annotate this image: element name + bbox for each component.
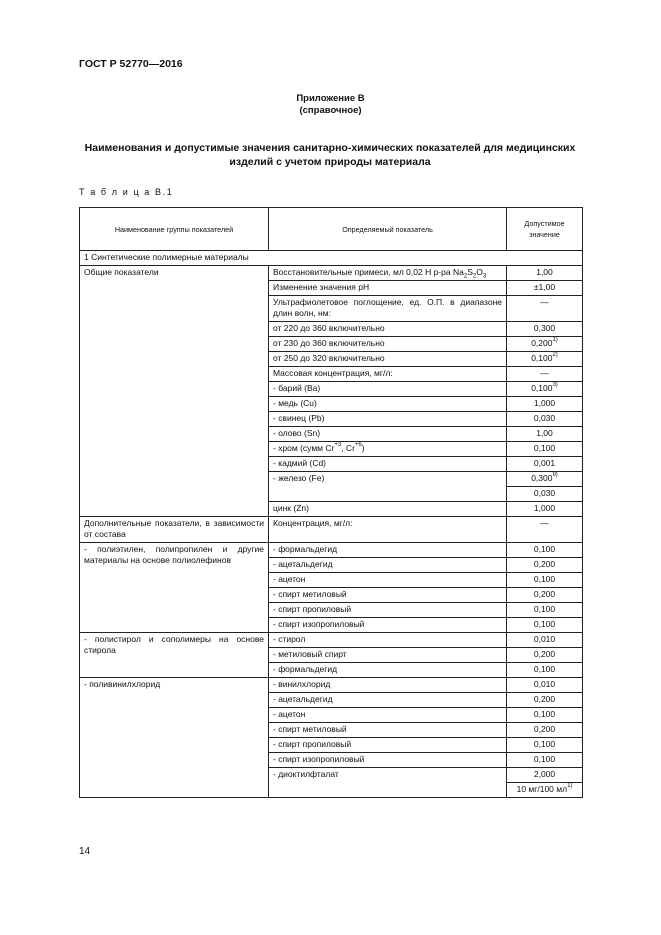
indicator-cell: - спирт пропиловый: [269, 603, 507, 618]
standard-number: ГОСТ Р 52770—2016: [79, 58, 183, 70]
indicator-cell: от 250 до 320 включительно: [269, 352, 507, 367]
indicator-cell: - ацетон: [269, 573, 507, 588]
header-indicator: Определяемый показатель: [269, 208, 507, 251]
value-cell: 0,030: [507, 487, 583, 502]
value-cell: 1,000: [507, 397, 583, 412]
indicator-cell: Восстановительные примеси, мл 0,02 Н р-ра $Na_2S_2O_3$: [269, 266, 507, 281]
value-cell: 0,200: [507, 558, 583, 573]
value-cell: 0,100: [507, 543, 583, 558]
value-cell: 0,100: [507, 618, 583, 633]
indicator-cell: - кадмий (Cd): [269, 457, 507, 472]
indicator-cell: Изменение значения pH: [269, 281, 507, 296]
value-cell: 0,100: [507, 708, 583, 723]
value-cell: 0,100$^{3)}$: [507, 382, 583, 397]
indicator-cell: Массовая концентрация, мг/л:: [269, 367, 507, 382]
indicator-cell: - спирт метиловый: [269, 588, 507, 603]
value-cell: 0,100$^{2)}$: [507, 352, 583, 367]
group-cell: - полистирол и сополимеры на основе стирола: [80, 633, 269, 678]
value-cell: 0,100: [507, 753, 583, 768]
group-cell: Общие показатели: [80, 266, 269, 517]
title-line-2: изделий с учетом природы материала: [229, 156, 431, 168]
value-cell: 0,200: [507, 648, 583, 663]
table-header-row: [80, 208, 583, 251]
value-cell: 0,100: [507, 442, 583, 457]
indicator-cell: - формальдегид: [269, 663, 507, 678]
header-group: Наименование группы показателей: [80, 208, 269, 251]
value-cell: 0,100: [507, 738, 583, 753]
value-cell: 0,300: [507, 322, 583, 337]
value-cell: 0,200$^{1)}$: [507, 337, 583, 352]
header-value: Допустимое значение: [507, 208, 583, 251]
indicator-cell: - винилхлорид: [269, 678, 507, 693]
table-row: [80, 633, 583, 648]
page-number: 14: [79, 846, 91, 857]
value-cell: 1,000: [507, 502, 583, 517]
indicator-cell: - спирт изопропиловый: [269, 618, 507, 633]
indicator-cell: - железо (Fe): [269, 472, 507, 502]
indicator-cell: - ацетальдегид: [269, 693, 507, 708]
indicator-cell: от 220 до 360 включительно: [269, 322, 507, 337]
value-cell: 0,100: [507, 603, 583, 618]
indicator-cell: - медь (Cu): [269, 397, 507, 412]
indicators-table: [79, 207, 583, 798]
indicator-cell: - ацетон: [269, 708, 507, 723]
value-cell: 0,030: [507, 412, 583, 427]
value-cell: 1,00: [507, 427, 583, 442]
indicator-cell: от 230 до 360 включительно: [269, 337, 507, 352]
value-cell: 0,200: [507, 588, 583, 603]
indicator-cell: цинк (Zn): [269, 502, 507, 517]
indicator-cell: - метиловый спирт: [269, 648, 507, 663]
value-cell: 0,200: [507, 693, 583, 708]
value-cell: ±1,00: [507, 281, 583, 296]
group-cell: - полиэтилен, полипропилен и другие материалы на основе полиолефинов: [80, 543, 269, 633]
title-line-1: Наименования и допустимые значения санитарно-химических показателей для медицинских: [84, 142, 576, 154]
value-cell: 0,200: [507, 723, 583, 738]
table-row: [80, 517, 583, 543]
document-title: [80, 141, 580, 169]
value-cell: 1,00: [507, 266, 583, 281]
section-title: 1 Синтетические полимерные материалы: [80, 251, 583, 266]
table-row: [80, 678, 583, 693]
indicator-cell: - барий (Ва): [269, 382, 507, 397]
value-cell: —: [507, 296, 583, 322]
indicator-cell: - ацетальдегид: [269, 558, 507, 573]
indicator-cell: Ультрафиолетовое поглощение, ед. О.П. в диапазоне длин волн, нм:: [269, 296, 507, 322]
value-cell: 0,010: [507, 633, 583, 648]
value-cell: —: [507, 367, 583, 382]
group-cell: - поливинилхлорид: [80, 678, 269, 798]
value-cell: 0,300$^{9)}$: [507, 472, 583, 487]
table-label: Т а б л и ц а В.1: [79, 187, 174, 197]
value-cell: 0,001: [507, 457, 583, 472]
value-cell: —: [507, 517, 583, 543]
table-row: [80, 543, 583, 558]
value-cell: 0,010: [507, 678, 583, 693]
value-cell: 2,000: [507, 768, 583, 783]
indicator-cell: - олово (Sn): [269, 427, 507, 442]
group-cell: Дополнительные показатели, в зависимости от состава: [80, 517, 269, 543]
indicator-cell: - стирол: [269, 633, 507, 648]
value-cell: 0,100: [507, 573, 583, 588]
appendix-heading: [0, 93, 661, 117]
indicator-cell: Концентрация, мг/л:: [269, 517, 507, 543]
indicator-cell: - диоктилфталат: [269, 768, 507, 798]
value-cell: 10 мг/100 $мл^{1)}$: [507, 783, 583, 798]
table-row: [80, 266, 583, 281]
indicator-cell: - спирт пропиловый: [269, 738, 507, 753]
appendix-title: Приложение В: [296, 93, 365, 104]
indicator-cell: - спирт метиловый: [269, 723, 507, 738]
value-cell: 0,100: [507, 663, 583, 678]
indicator-cell: - хром (сумм $Cr^{+3}$, $Cr^{+6}$): [269, 442, 507, 457]
indicator-cell: - спирт изопропиловый: [269, 753, 507, 768]
section-row: [80, 251, 583, 266]
appendix-note: (справочное): [299, 105, 362, 116]
indicator-cell: - формальдегид: [269, 543, 507, 558]
indicator-cell: - свинец (Pb): [269, 412, 507, 427]
